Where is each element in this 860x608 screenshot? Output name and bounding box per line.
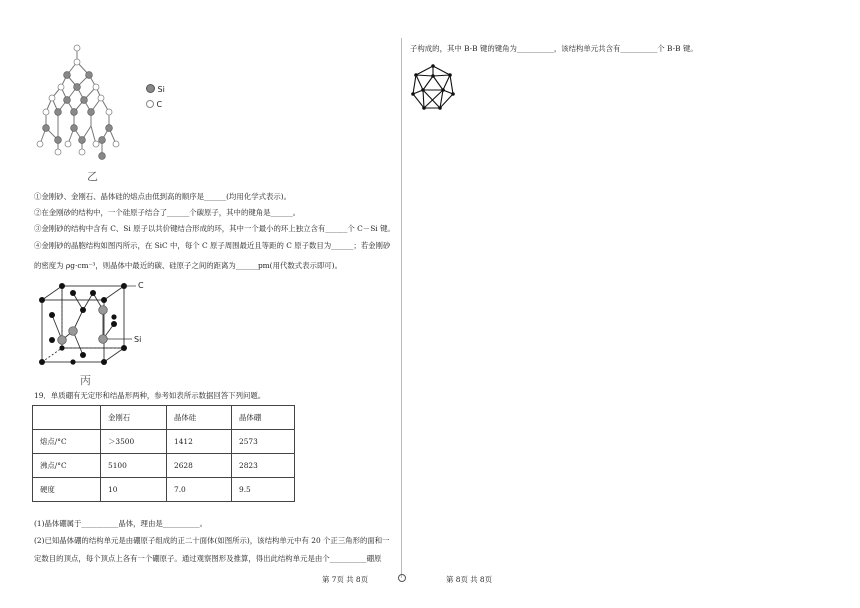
table-cell: 沸点/°C xyxy=(33,454,101,478)
question-line-3: ③金刚砂的结构中含有 C、Si 原子以共价键结合形成的环，其中一个最小的环上独立含有______个 C－Si 键。 xyxy=(34,224,395,233)
table-header-row xyxy=(33,406,295,430)
c-atom-icon xyxy=(146,100,154,108)
table-header-cell: 晶体硅 xyxy=(167,406,232,430)
legend-si xyxy=(146,84,165,94)
table-header-cell: 晶体硼 xyxy=(232,406,295,430)
legend-c-label: C xyxy=(156,100,163,109)
table-header-cell: 金刚石 xyxy=(101,406,167,430)
footer-center-mark xyxy=(398,574,406,582)
footer-page-right: 第 8页 共 8页 xyxy=(446,575,493,584)
legend-c xyxy=(146,100,162,109)
table-cell: 2823 xyxy=(232,454,295,478)
properties-table xyxy=(32,405,295,502)
legend-si-label: Si xyxy=(157,85,165,94)
question-line-1: ①金刚砂、金刚石、晶体硅的熔点由低到高的顺序是______(均用化学式表示)。 xyxy=(34,192,292,201)
table-cell: ＞3500 xyxy=(101,430,167,454)
fig-bing-unit-cell xyxy=(36,280,148,370)
question-19-part-1: (1)晶体硼属于__________晶体，理由是__________。 xyxy=(34,519,208,528)
table-cell: 7.0 xyxy=(167,478,232,502)
table-cell: 硬度 xyxy=(33,478,101,502)
fig-bing-label-si: Si xyxy=(134,335,142,344)
table-cell: 熔点/°C xyxy=(33,430,101,454)
question-19-part-2-line-1: (2)已知晶体硼的结构单元是由硼原子组成的正二十面体(如图所示)，该结构单元中有 20 个正三角形的面和一 xyxy=(34,536,390,545)
question-19-part-2-line-2: 定数目的顶点，每个顶点上各有一个硼原子。通过观察图形及推算，得出此结构单元是由个__________硼原 xyxy=(34,554,382,563)
fig-bing-label: 丙 xyxy=(80,374,91,387)
icosahedron-figure xyxy=(410,64,456,110)
table-header-cell xyxy=(33,406,101,430)
table-row xyxy=(33,478,295,502)
column-divider xyxy=(401,38,402,578)
right-column-line-1: 子构成的，其中 B-B 键的键角为__________，该结构单元共含有__________个 B-B 键。 xyxy=(410,44,698,53)
fig-yi-lattice xyxy=(34,40,134,168)
table-row xyxy=(33,454,295,478)
table-cell: 9.5 xyxy=(232,478,295,502)
question-line-4: ④金刚砂的晶胞结构如图丙所示，在 SiC 中，每个 C 原子周围最近且等距的 C 原子数目为______；若金刚砂 xyxy=(34,241,391,250)
table-cell: 1412 xyxy=(167,430,232,454)
fig-bing-label-c: C xyxy=(138,281,144,290)
question-19-title: 19．单质硼有无定形和结晶形两种，参考如表所示数据回答下列问题。 xyxy=(34,391,266,400)
table-row xyxy=(33,430,295,454)
table-cell: 5100 xyxy=(101,454,167,478)
table-cell: 2628 xyxy=(167,454,232,478)
fig-yi-label: 乙 xyxy=(87,170,98,183)
question-line-2: ②在金刚砂的结构中，一个硅原子结合了______个碳原子，其中的键角是______。 xyxy=(34,208,301,217)
footer-page-left: 第 7页 共 8页 xyxy=(322,575,369,584)
si-atom-icon xyxy=(146,84,155,93)
table-cell: 10 xyxy=(101,478,167,502)
question-line-5: 的密度为 ρg·cm⁻³，则晶体中最近的碳、硅原子之间的距离为______pm(用代数式表示即可)。 xyxy=(34,261,342,270)
table-cell: 2573 xyxy=(232,430,295,454)
